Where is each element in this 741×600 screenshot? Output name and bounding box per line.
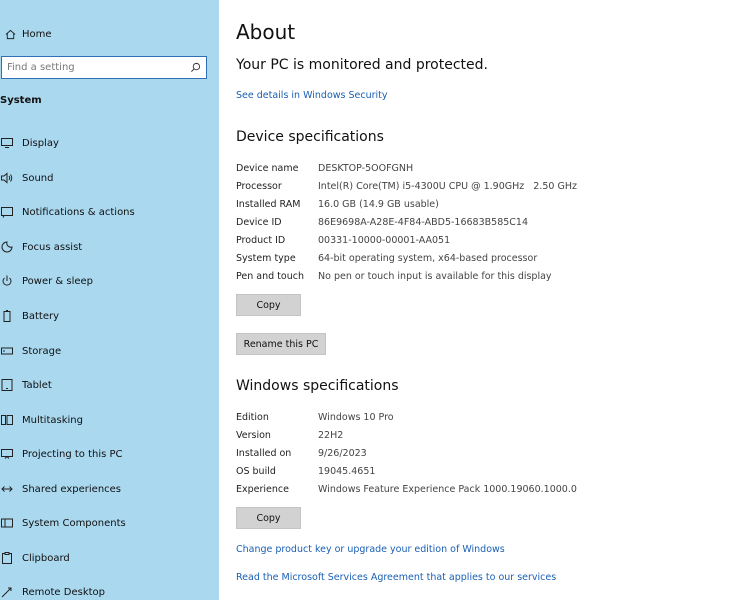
sidebar-item-sound[interactable]: [0, 168, 54, 188]
spec-row-installed-on: [236, 445, 367, 461]
remote-desktop-icon: [0, 585, 14, 599]
sidebar-item-notifications[interactable]: [0, 202, 135, 222]
spec-row-device-name: [236, 160, 413, 176]
spec-key: System type: [236, 252, 296, 264]
spec-row-pen-touch: [236, 268, 552, 284]
copy-device-specs-button[interactable]: Copy: [236, 294, 301, 316]
windows-specs-heading: Windows specifications: [236, 378, 399, 394]
spec-row-processor: [236, 178, 577, 194]
spec-key: OS build: [236, 465, 276, 477]
spec-row-product-id: [236, 232, 450, 248]
main-content: [236, 0, 741, 600]
spec-row-edition: [236, 409, 394, 425]
display-icon: [0, 136, 14, 150]
search-input[interactable]: [2, 57, 186, 78]
battery-icon: [0, 309, 14, 323]
sidebar-item-projecting[interactable]: [0, 444, 123, 464]
storage-icon: [0, 344, 14, 358]
spec-key: Edition: [236, 411, 269, 423]
search-box[interactable]: [1, 56, 207, 79]
spec-key: Installed RAM: [236, 198, 301, 210]
sidebar-item-shared-experiences[interactable]: [0, 479, 121, 499]
spec-value: Windows 10 Pro: [318, 411, 394, 423]
sidebar-item-label: Power & sleep: [22, 275, 94, 287]
spec-value: 19045.4651: [318, 465, 376, 477]
spec-key: Experience: [236, 483, 289, 495]
spec-row-installed-ram: [236, 196, 439, 212]
sidebar-item-label: Storage: [22, 345, 62, 357]
power-icon: [0, 274, 14, 288]
sidebar-section-title: System: [0, 95, 42, 106]
focus-assist-icon: [0, 240, 14, 254]
services-agreement-link[interactable]: Read the Microsoft Services Agreement that applies to our services: [236, 572, 557, 583]
sidebar-item-display[interactable]: [0, 133, 59, 153]
spec-key: Installed on: [236, 447, 292, 459]
spec-row-system-type: [236, 250, 537, 266]
spec-value: Intel(R) Core(TM) i5-4300U CPU @ 1.90GHz 2.50 GHz: [318, 180, 577, 192]
rename-pc-button[interactable]: Rename this PC: [236, 333, 326, 355]
sidebar-item-label: Remote Desktop: [22, 586, 106, 598]
sidebar-item-label: Shared experiences: [22, 483, 122, 495]
spec-key: Version: [236, 429, 271, 441]
spec-key: Pen and touch: [236, 270, 304, 282]
sidebar-item-multitasking[interactable]: [0, 410, 83, 430]
sidebar-item-label: Tablet: [22, 379, 52, 391]
sidebar-item-storage[interactable]: [0, 341, 61, 361]
sidebar-item-battery[interactable]: [0, 306, 59, 326]
spec-row-version: [236, 427, 343, 443]
sidebar-item-system-components[interactable]: [0, 513, 126, 533]
security-details-link[interactable]: See details in Windows Security: [236, 90, 388, 101]
copy-windows-specs-button[interactable]: Copy: [236, 507, 301, 529]
spec-value: No pen or touch input is available for this display: [318, 270, 552, 282]
device-specs-heading: Device specifications: [236, 129, 384, 145]
home-label: Home: [22, 28, 52, 40]
notifications-icon: [0, 205, 14, 219]
sidebar: [0, 0, 219, 600]
sidebar-item-label: Multitasking: [22, 414, 83, 426]
search-icon[interactable]: [186, 59, 204, 77]
sidebar-item-label: Projecting to this PC: [22, 448, 123, 460]
sidebar-item-power-sleep[interactable]: [0, 271, 93, 291]
sidebar-item-label: System Components: [22, 517, 126, 529]
change-product-key-link[interactable]: Change product key or upgrade your edition of Windows: [236, 544, 505, 555]
projecting-icon: [0, 447, 14, 461]
sound-icon: [0, 171, 14, 185]
spec-value: 00331-10000-00001-AA051: [318, 234, 451, 246]
multitasking-icon: [0, 413, 14, 427]
tablet-icon: [0, 378, 14, 392]
home-icon: [2, 26, 18, 42]
spec-row-device-id: [236, 214, 528, 230]
sidebar-item-label: Notifications & actions: [22, 206, 135, 218]
sidebar-item-clipboard[interactable]: [0, 548, 70, 568]
spec-value: 16.0 GB (14.9 GB usable): [318, 198, 439, 210]
protection-status: Your PC is monitored and protected.: [236, 57, 488, 73]
spec-value: 64-bit operating system, x64-based processor: [318, 252, 538, 264]
sidebar-item-tablet[interactable]: [0, 375, 52, 395]
spec-row-os-build: [236, 463, 375, 479]
sidebar-item-label: Battery: [22, 310, 60, 322]
spec-value: 86E9698A-A28E-4F84-ABD5-16683B585C14: [318, 216, 529, 228]
home-nav-item[interactable]: [0, 24, 52, 44]
spec-key: Device ID: [236, 216, 282, 228]
sidebar-item-remote-desktop[interactable]: [0, 582, 105, 600]
spec-row-experience: [236, 481, 577, 497]
system-components-icon: [0, 516, 14, 530]
spec-value: 9/26/2023: [318, 447, 367, 459]
spec-value: DESKTOP-5OOFGNH: [318, 162, 414, 174]
sidebar-item-label: Sound: [22, 172, 54, 184]
spec-key: Device name: [236, 162, 299, 174]
clipboard-icon: [0, 551, 14, 565]
shared-experiences-icon: [0, 482, 14, 496]
sidebar-item-label: Display: [22, 137, 59, 149]
spec-key: Processor: [236, 180, 282, 192]
sidebar-item-label: Focus assist: [22, 241, 83, 253]
page-title: About: [236, 20, 296, 44]
spec-value: Windows Feature Experience Pack 1000.19060.1000.0: [318, 483, 577, 495]
sidebar-item-label: Clipboard: [22, 552, 70, 564]
spec-value: 22H2: [318, 429, 344, 441]
spec-key: Product ID: [236, 234, 286, 246]
sidebar-item-focus-assist[interactable]: [0, 237, 82, 257]
